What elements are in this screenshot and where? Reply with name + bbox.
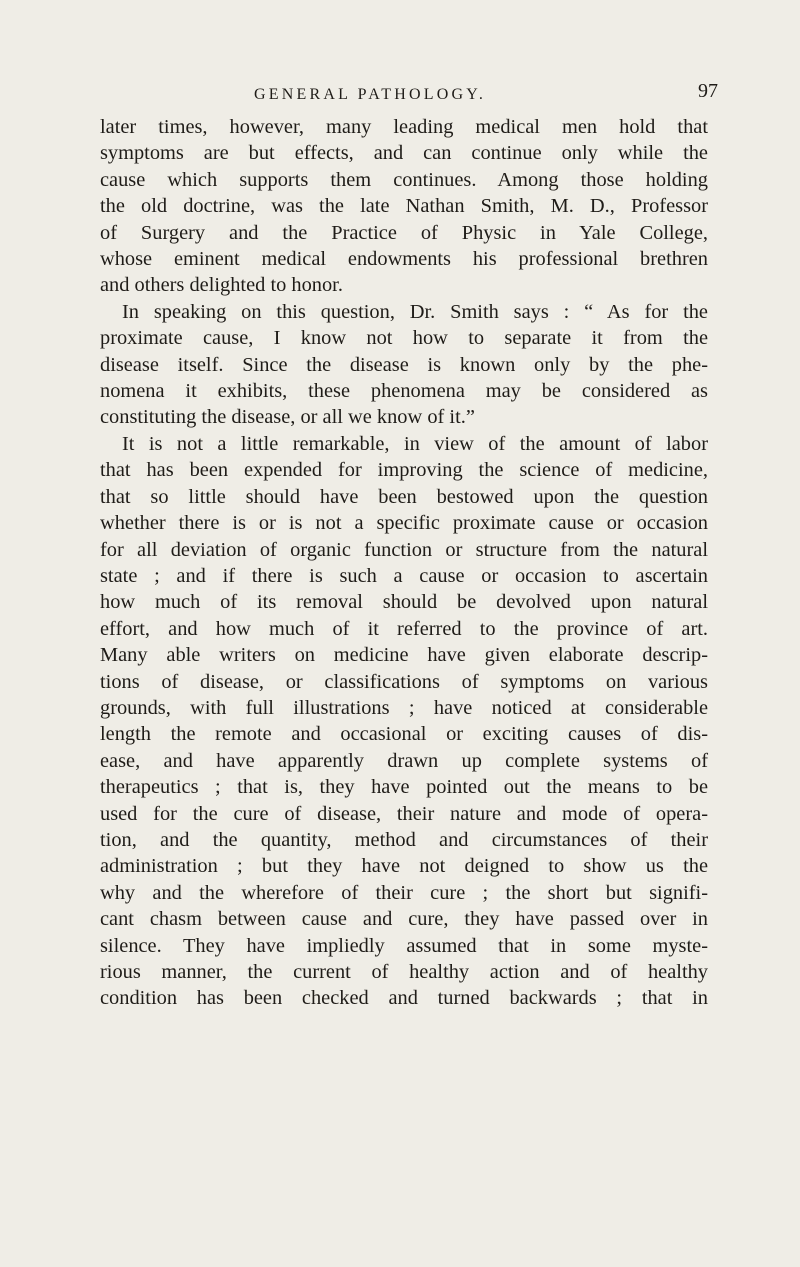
text-line: ease, and have apparently drawn up complete systems of bbox=[100, 749, 708, 772]
text-line: length the remote and occasional or exciting causes of dis- bbox=[100, 723, 708, 746]
text-line: cant chasm between cause and cure, they have passed over in bbox=[100, 908, 708, 931]
text-line: tion, and the quantity, method and circumstances of their bbox=[100, 828, 708, 851]
text-line: condition has been checked and turned backwards ; that in bbox=[100, 987, 708, 1010]
page-number: 97 bbox=[698, 80, 718, 102]
text-line: In speaking on this question, Dr. Smith says : “ As for the bbox=[122, 300, 708, 323]
text-line: that has been expended for improving the science of medicine, bbox=[100, 459, 708, 482]
text-line: It is not a little remarkable, in view of the amount of labor bbox=[122, 432, 708, 455]
text-line: symptoms are but effects, and can continue only while the bbox=[100, 142, 708, 165]
text-line: whether there is or is not a specific proximate cause or occasion bbox=[100, 512, 708, 535]
text-line: nomena it exhibits, these phenomena may be considered as bbox=[100, 380, 708, 403]
text-line: and others delighted to honor. bbox=[100, 274, 343, 297]
text-line: cause which supports them continues. Among those holding bbox=[100, 168, 708, 191]
text-line: administration ; but they have not deigned to show us the bbox=[100, 855, 708, 878]
text-line: tions of disease, or classifications of symptoms on various bbox=[100, 670, 708, 693]
text-line: effort, and how much of it referred to the province of art. bbox=[100, 617, 708, 640]
text-line: used for the cure of disease, their nature and mode of opera- bbox=[100, 802, 708, 825]
text-line: silence. They have impliedly assumed that in some myste- bbox=[100, 934, 708, 957]
text-line: disease itself. Since the disease is known only by the phe- bbox=[100, 353, 708, 376]
text-line: state ; and if there is such a cause or occasion to ascertain bbox=[100, 564, 708, 587]
running-head: GENERAL PATHOLOGY. bbox=[254, 86, 487, 103]
text-line: rious manner, the current of healthy action and of healthy bbox=[100, 961, 708, 983]
text-line: grounds, with full illustrations ; have noticed at considerable bbox=[100, 696, 708, 719]
text-line: proximate cause, I know not how to separate it from the bbox=[100, 327, 708, 350]
text-line: Many able writers on medicine have given elaborate descrip- bbox=[100, 644, 708, 667]
text-line: later times, however, many leading medical men hold that bbox=[100, 116, 708, 138]
text-line: constituting the disease, or all we know of it.” bbox=[100, 406, 475, 429]
text-line: how much of its removal should be devolved upon natural bbox=[100, 591, 708, 614]
text-line: for all deviation of organic function or structure from the natural bbox=[100, 538, 708, 561]
body-text bbox=[100, 114, 708, 1012]
text-line: that so little should have been bestowed upon the question bbox=[100, 485, 708, 508]
text-line: of Surgery and the Practice of Physic in Yale College, bbox=[100, 221, 708, 244]
text-line: whose eminent medical endowments his professional brethren bbox=[100, 248, 708, 271]
text-line: therapeutics ; that is, they have pointed out the means to be bbox=[100, 776, 708, 799]
text-line: the old doctrine, was the late Nathan Smith, M. D., Professor bbox=[100, 195, 708, 218]
text-line: why and the wherefore of their cure ; the short but signifi- bbox=[100, 881, 708, 904]
